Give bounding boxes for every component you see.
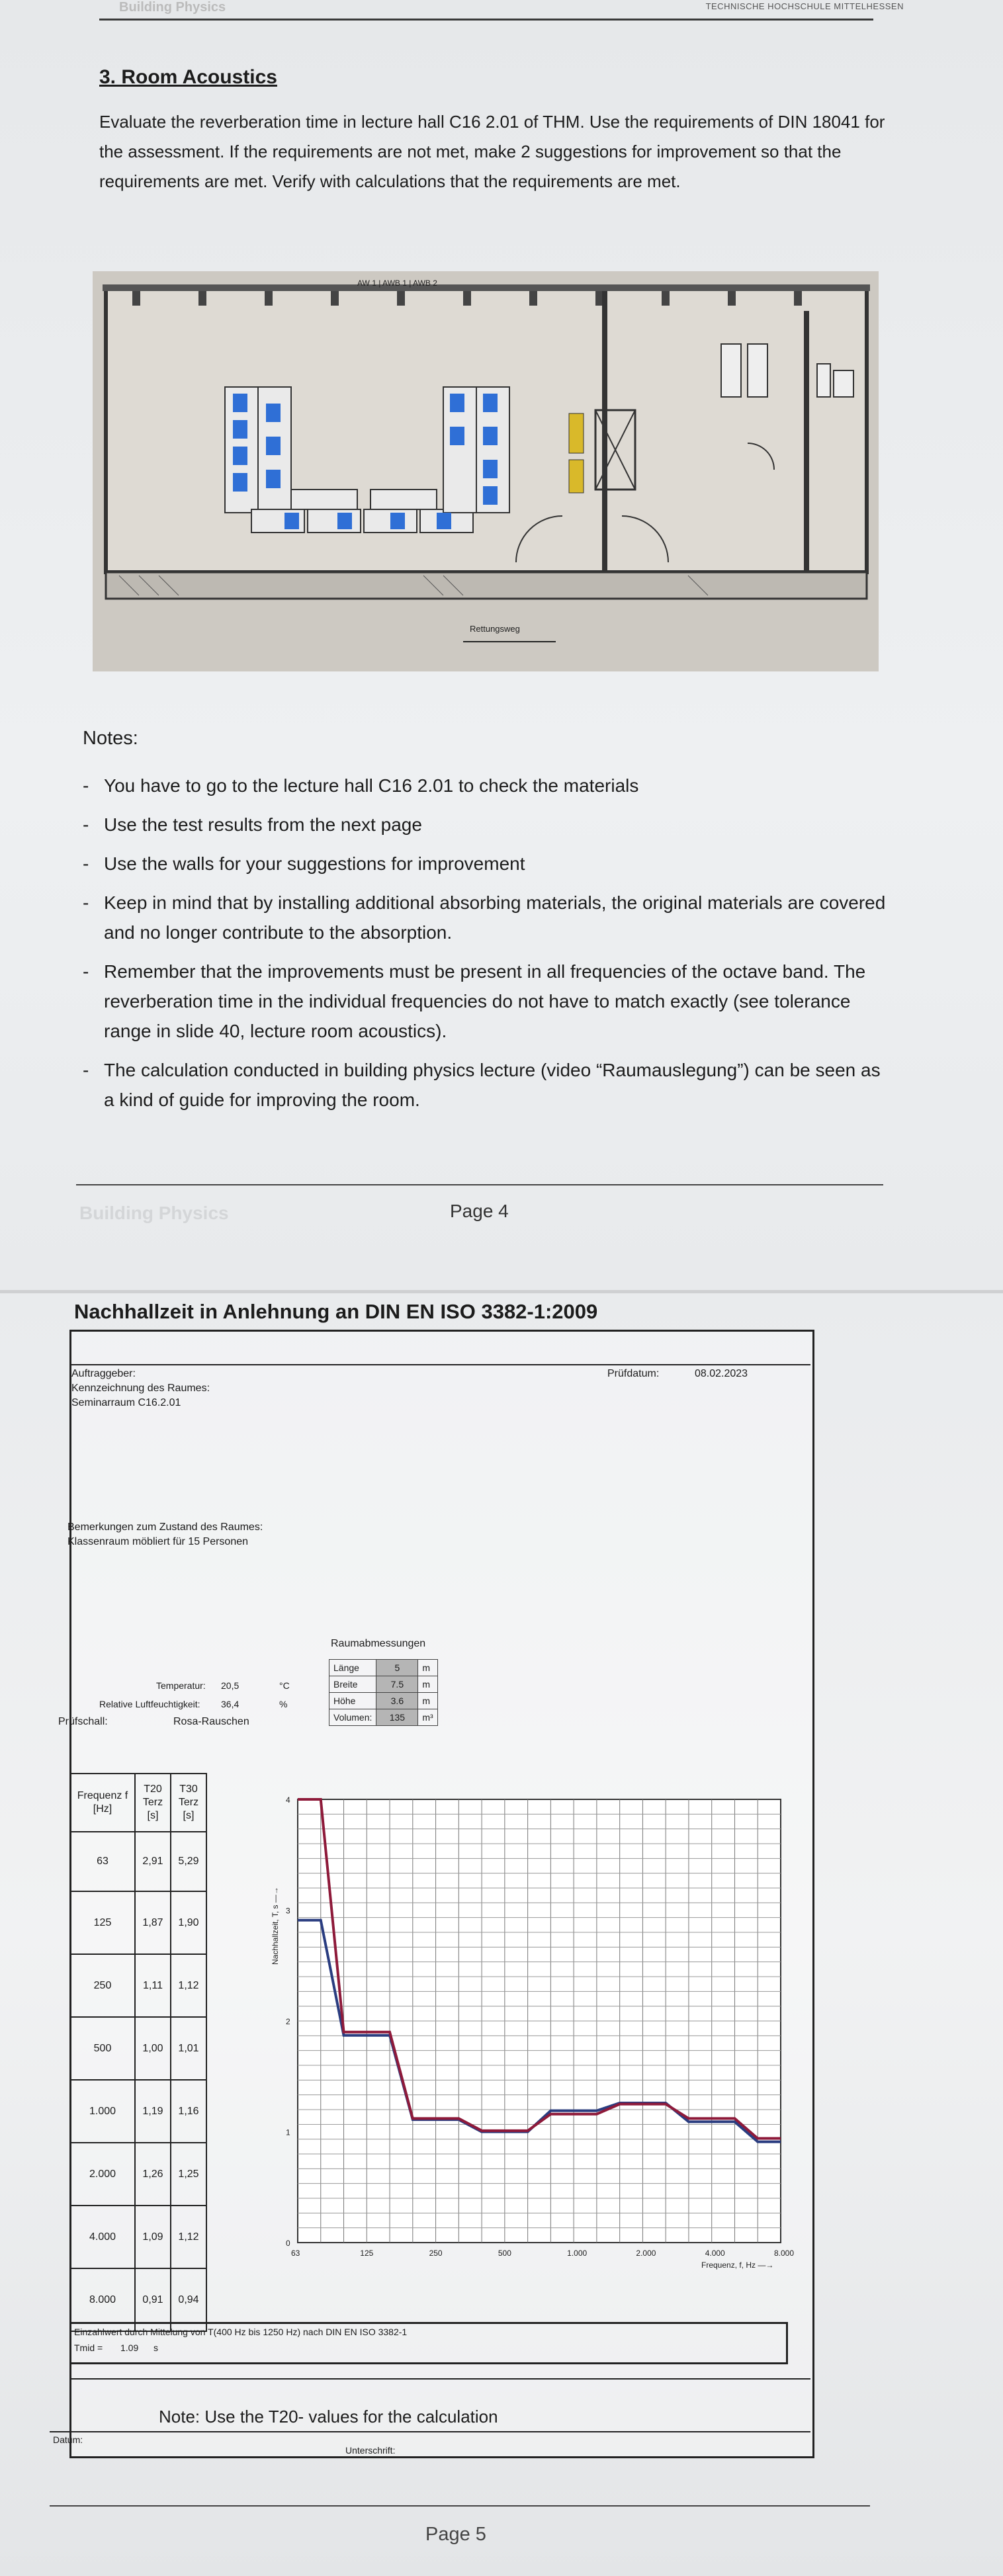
page-number-2: Page 5 (425, 2524, 486, 2545)
x-tick-label: 4.000 (705, 2249, 725, 2258)
list-item: - Keep in mind that by installing additional absorbing materials, the original materials are covered and no longer contribute to the absorption. (83, 888, 887, 947)
dim-label: Länge (329, 1660, 376, 1676)
dim-label: Volumen: (329, 1709, 376, 1726)
cell: 1,09 (135, 2206, 171, 2268)
temperature-unit: °C (279, 1680, 290, 1691)
header-rule (99, 19, 873, 21)
notes-list (83, 771, 887, 1124)
y-axis-label: Nachhallzeit, T, s —→ (271, 1887, 280, 1965)
test-sound-label: Prüfschall: (58, 1716, 108, 1727)
tmid-unit: s (153, 2342, 158, 2353)
tmid-label: Tmid = (74, 2342, 103, 2353)
dim-value: 3.6 (376, 1693, 418, 1709)
cell: 1,00 (135, 2017, 171, 2080)
calculation-note: Note: Use the T20- values for the calculation (159, 2407, 498, 2426)
humidity-label: Relative Luftfeuchtigkeit: (99, 1699, 200, 1709)
temperature-value: 20,5 (221, 1680, 240, 1691)
room-dimensions-title: Raumabmessungen (331, 1638, 426, 1649)
room-dimensions-table (329, 1659, 438, 1726)
col-t20: T20 Terz [s] (135, 1774, 171, 1832)
form-rule-2 (69, 2378, 810, 2380)
cell: 1,26 (135, 2143, 171, 2206)
room-name: Seminarraum C16.2.01 (71, 1397, 181, 1408)
cell: 250 (70, 1954, 135, 2017)
table-row (70, 2143, 206, 2206)
temperature-label: Temperatur: (156, 1680, 206, 1691)
dim-value: 135 (376, 1709, 418, 1726)
footer-rule-2 (50, 2505, 870, 2507)
signature-label: Unterschrift: (345, 2445, 396, 2456)
reverberation-table (69, 1773, 207, 2332)
test-date: 08.02.2023 (695, 1368, 748, 1379)
x-tick-label: 500 (498, 2249, 511, 2258)
form-title: Nachhallzeit in Anlehnung an DIN EN ISO 3382-1:2009 (74, 1300, 598, 1323)
x-tick-label: 125 (360, 2249, 374, 2258)
dim-unit: m (418, 1660, 437, 1676)
x-tick-label: 250 (429, 2249, 443, 2258)
list-item: - You have to go to the lecture hall C16 2.01 to check the materials (83, 771, 887, 800)
cell: 0,91 (135, 2268, 171, 2331)
test-date-label: Prüfdatum: (607, 1368, 660, 1379)
cell: 1,87 (135, 1891, 171, 1954)
list-item: - Remember that the improvements must be present in all frequencies of the octave band. The reverberation time in the individual frequencies do not have to match exactly (see tolerance range in slide 40, lecture room acoustics). (83, 957, 887, 1046)
notes-heading: Notes: (83, 728, 138, 749)
dim-unit: m (418, 1693, 437, 1709)
reverberation-chart (265, 1786, 794, 2279)
y-tick-label: 0 (286, 2239, 290, 2248)
cell: 1,25 (171, 2143, 206, 2206)
page-number: Page 4 (450, 1201, 509, 1221)
table-row (70, 2017, 206, 2080)
dim-value: 5 (376, 1660, 418, 1676)
task-description: Evaluate the reverberation time in lecture hall C16 2.01 of THM. Use the requirements of DIN 18041 for the assessment. If the requirements are not met, make 2 suggestions for improvement so that the requirements are met. Verify with calculations that the requirements are met. (99, 112, 885, 191)
footer-ghost-title: Building Physics (79, 1203, 229, 1223)
room-id-label: Kennzeichnung des Raumes: (71, 1383, 210, 1394)
x-axis-label: Frequenz, f, Hz —→ (701, 2260, 774, 2270)
col-frequency: Frequenz f [Hz] (70, 1774, 135, 1832)
x-tick-label: 2.000 (636, 2249, 656, 2258)
tmid-value: 1.09 (120, 2342, 139, 2353)
dim-value: 7.5 (376, 1676, 418, 1693)
humidity-unit: % (279, 1699, 288, 1709)
cell: 5,29 (171, 1832, 206, 1891)
section-title: 3. Room Acoustics (99, 66, 277, 88)
x-tick-label: 63 (291, 2249, 300, 2258)
dim-label: Höhe (329, 1693, 376, 1709)
form-rule-3 (50, 2431, 810, 2432)
table-row (70, 2080, 206, 2143)
remarks-label: Bemerkungen zum Zustand des Raumes: (67, 1522, 263, 1533)
single-value-box (69, 2322, 788, 2364)
cell: 1.000 (70, 2080, 135, 2143)
cell: 1,19 (135, 2080, 171, 2143)
dim-label: Breite (329, 1676, 376, 1693)
floor-plan-image (93, 271, 879, 671)
cell: 1,01 (171, 2017, 206, 2080)
test-sound: Rosa-Rauschen (173, 1716, 249, 1727)
plan-escape-label: Rettungsweg (470, 624, 520, 634)
footer-rule (76, 1184, 883, 1185)
plan-top-label: AW 1 | AWB 1 | AWB 2 (357, 279, 437, 288)
cell: 500 (70, 2017, 135, 2080)
y-tick-label: 1 (286, 2127, 290, 2137)
table-row (70, 1954, 206, 2017)
cell: 125 (70, 1891, 135, 1954)
table-row (70, 2206, 206, 2268)
client-label: Auftraggeber: (71, 1368, 136, 1379)
humidity-value: 36,4 (221, 1699, 240, 1709)
cell: 2,91 (135, 1832, 171, 1891)
cell: 1,12 (171, 1954, 206, 2017)
date-label: Datum: (53, 2434, 83, 2445)
cell: 0,94 (171, 2268, 206, 2331)
y-tick-label: 2 (286, 2017, 290, 2026)
list-item: - Use the walls for your suggestions for improvement (83, 849, 887, 879)
form-rule (69, 1364, 810, 1365)
dim-unit: m (418, 1676, 437, 1693)
x-tick-label: 1.000 (567, 2249, 588, 2258)
cell: 2.000 (70, 2143, 135, 2206)
single-value-text: Einzahlwert durch Mittelung von T(400 Hz bis 1250 Hz) nach DIN EN ISO 3382-1 (74, 2327, 408, 2337)
col-t30: T30 Terz [s] (171, 1774, 206, 1832)
cell: 1,16 (171, 2080, 206, 2143)
table-row (70, 1891, 206, 1954)
remarks: Klassenraum möbliert für 15 Personen (67, 1536, 249, 1547)
cell: 63 (70, 1832, 135, 1891)
dim-unit: m³ (418, 1709, 437, 1726)
list-item: - The calculation conducted in building physics lecture (video “Raumauslegung”) can be seen as a kind of guide for improving the room. (83, 1055, 887, 1115)
cell: 1,11 (135, 1954, 171, 2017)
cell: 1,90 (171, 1891, 206, 1954)
table-row (70, 1832, 206, 1891)
cell: 1,12 (171, 2206, 206, 2268)
cell: 4.000 (70, 2206, 135, 2268)
header-logo-text: TECHNISCHE HOCHSCHULE MITTELHESSEN (705, 1, 904, 11)
y-tick-label: 4 (286, 1795, 290, 1805)
y-tick-label: 3 (286, 1906, 290, 1916)
list-item: - Use the test results from the next page (83, 810, 887, 839)
header-title: Building Physics (119, 0, 226, 15)
x-tick-label: 8.000 (774, 2249, 794, 2258)
cell: 8.000 (70, 2268, 135, 2331)
